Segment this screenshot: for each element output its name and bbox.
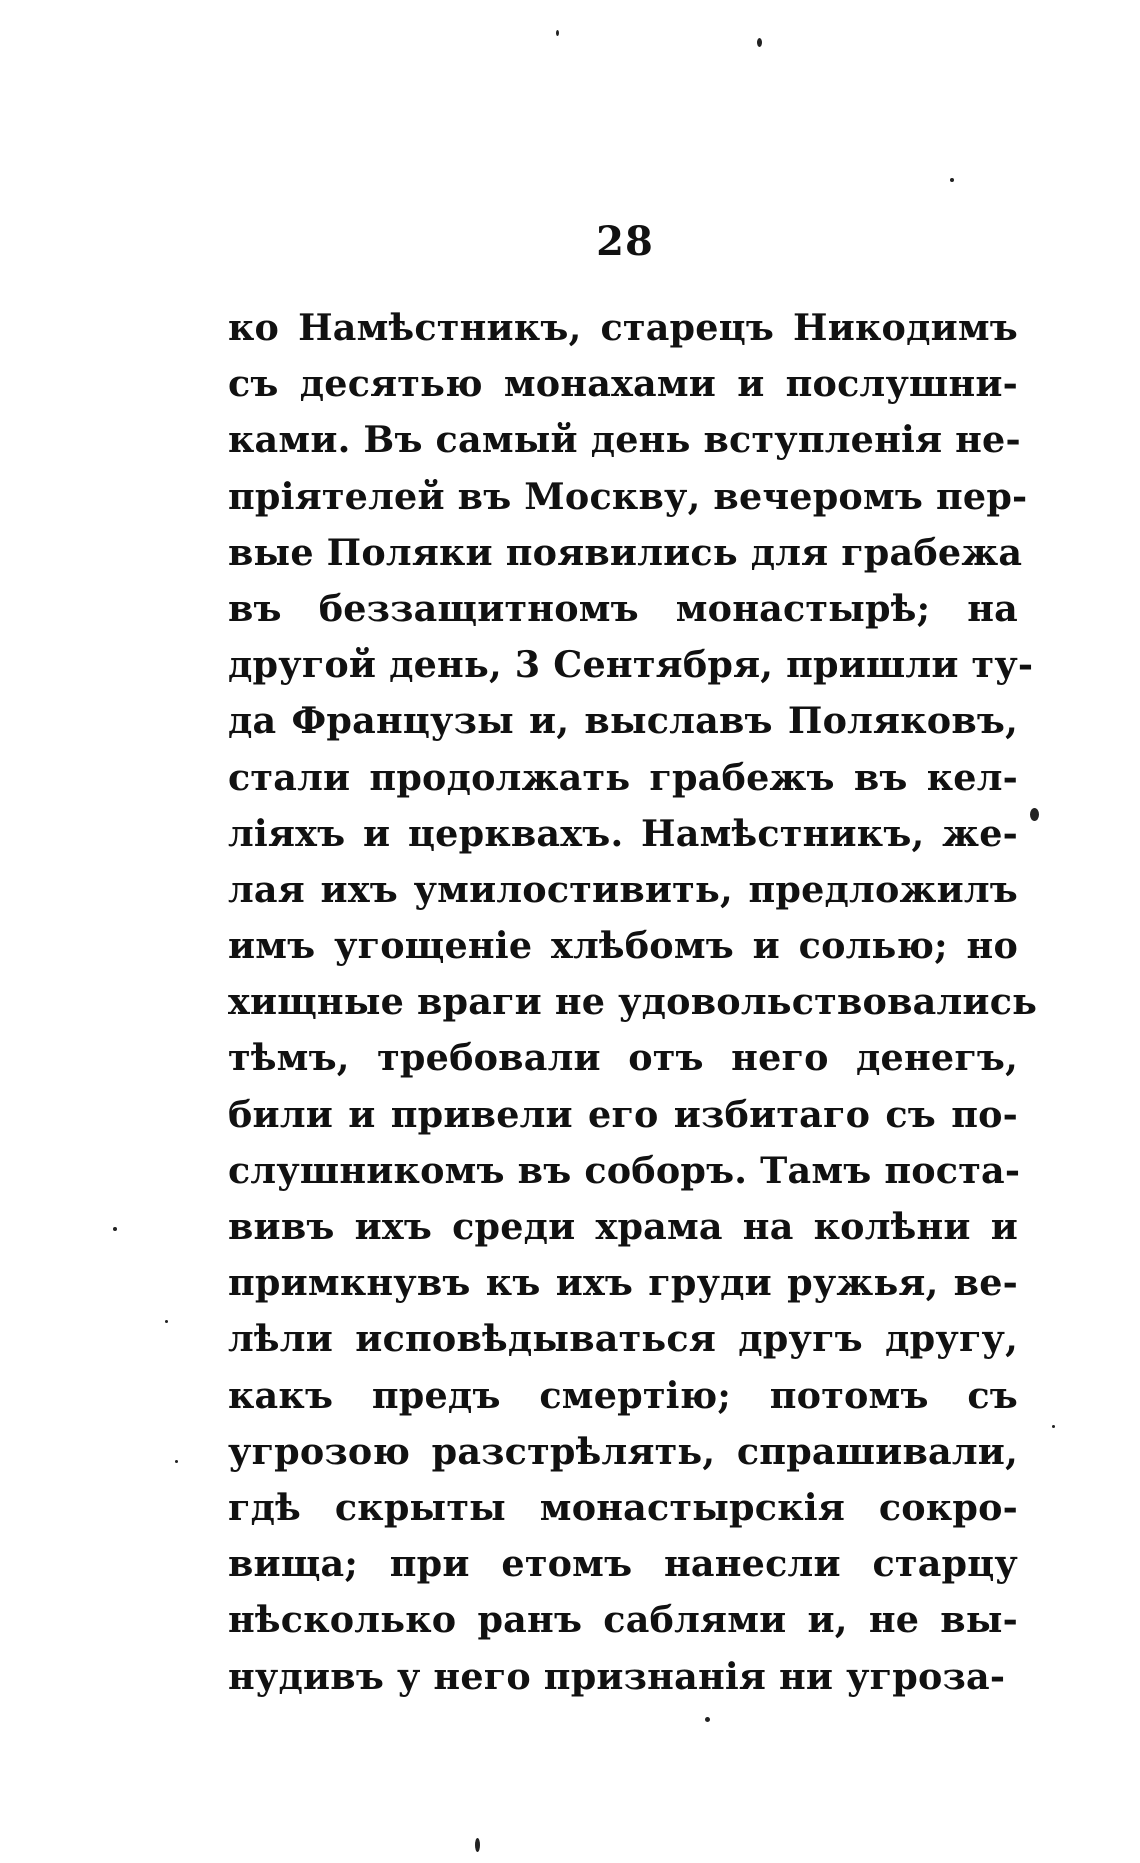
- text-line: вивъ ихъ среди храма на колѣни и: [228, 1205, 1018, 1248]
- text-line: другой день, 3 Сентября, пришли ту-: [228, 643, 1034, 687]
- text-line: примкнувъ къ ихъ груди ружья, ве-: [228, 1261, 1018, 1305]
- scan-speck: [475, 1838, 480, 1852]
- text-line: пріятелей въ Москву, вечеромъ пер-: [228, 474, 1028, 518]
- text-line: лая ихъ умилостивить, предложилъ: [228, 867, 1018, 911]
- text-line: нѣсколько ранъ саблями и, не вы-: [228, 1598, 1018, 1642]
- text-line: ками. Въ самый день вступленія не-: [228, 418, 1021, 462]
- text-line: угрозою разстрѣлять, спрашивали,: [228, 1429, 1018, 1473]
- scan-speck: [1030, 808, 1039, 821]
- scan-speck: [175, 1460, 178, 1463]
- text-line: били и привели его избитаго съ по-: [228, 1092, 1018, 1136]
- text-line: имъ угощеніе хлѣбомъ и солью; но: [228, 924, 1018, 968]
- text-line: ліяхъ и церквахъ. Намѣстникъ, же-: [228, 811, 1018, 855]
- scan-speck: [757, 38, 762, 47]
- text-line: вища; при етомъ нанесли старцу: [228, 1542, 1018, 1586]
- scan-speck: [1052, 1425, 1055, 1428]
- page-number: 28: [596, 218, 654, 265]
- text-line: да Французы и, выславъ Поляковъ,: [228, 699, 1018, 743]
- scan-speck: [705, 1717, 710, 1722]
- scan-speck: [556, 30, 559, 36]
- text-line: слушникомъ въ соборъ. Тамъ поста-: [228, 1148, 1021, 1192]
- text-line: гдѣ скрыты монастырскія сокро-: [228, 1485, 1018, 1529]
- text-line: съ десятью монахами и послушни-: [228, 362, 1018, 406]
- text-line: въ беззащитномъ монастырѣ; на: [228, 586, 1018, 630]
- text-line: вые Поляки появились для грабежа: [228, 530, 1023, 574]
- scan-speck: [165, 1320, 168, 1323]
- text-line: хищные враги не удовольствовались: [228, 980, 1038, 1024]
- scan-speck: [113, 1227, 117, 1231]
- text-line: стали продолжать грабежъ въ кел-: [228, 755, 1018, 799]
- text-line: нудивъ у него признанія ни угроза-: [228, 1654, 1006, 1698]
- text-line: тѣмъ, требовали отъ него денегъ,: [228, 1036, 1018, 1080]
- body-text: [228, 300, 1038, 1705]
- text-line: лѣли исповѣдываться другъ другу,: [228, 1317, 1018, 1361]
- text-line: какъ предъ смертію; потомъ съ: [228, 1373, 1018, 1417]
- text-line: ко Намѣстникъ, старецъ Никодимъ: [228, 306, 1018, 349]
- scan-speck: [950, 178, 954, 182]
